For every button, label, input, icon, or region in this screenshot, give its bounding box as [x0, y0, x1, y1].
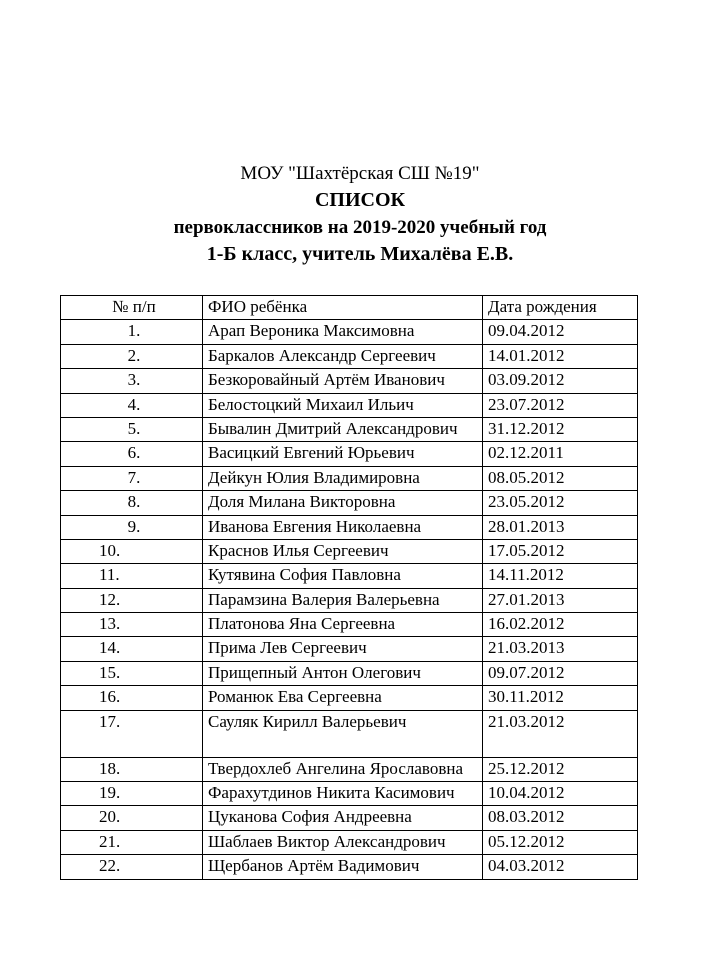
student-name: Фарахутдинов Никита Касимович	[203, 782, 483, 806]
document-title: СПИСОК	[314, 189, 406, 211]
student-name: Романюк Ева Сергеевна	[203, 686, 483, 710]
row-number: 6.	[61, 442, 203, 466]
birth-date: 14.11.2012	[483, 564, 638, 588]
table-row	[61, 393, 638, 417]
table-row	[61, 491, 638, 515]
row-number: 3.	[61, 369, 203, 393]
table-row	[61, 613, 638, 637]
birth-date: 23.05.2012	[483, 491, 638, 515]
table-row	[61, 710, 638, 757]
table-row	[61, 686, 638, 710]
student-name: Краснов Илья Сергеевич	[203, 539, 483, 563]
table-row	[61, 466, 638, 490]
table-row	[61, 515, 638, 539]
student-name: Васицкий Евгений Юрьевич	[203, 442, 483, 466]
table-row	[61, 344, 638, 368]
row-number: 12.	[61, 588, 203, 612]
table-row	[61, 855, 638, 879]
table-row	[61, 564, 638, 588]
table-row	[61, 830, 638, 854]
birth-date: 21.03.2013	[483, 637, 638, 661]
row-number: 17.	[61, 710, 203, 757]
row-number: 11.	[61, 564, 203, 588]
row-number: 22.	[61, 855, 203, 879]
class-info: 1-Б класс, учитель Михалёва Е.В.	[206, 243, 514, 265]
birth-date: 04.03.2012	[483, 855, 638, 879]
row-number: 9.	[61, 515, 203, 539]
student-name: Кутявина София Павловна	[203, 564, 483, 588]
table-row	[61, 661, 638, 685]
table-row	[61, 782, 638, 806]
student-name: Арап Вероника Максимовна	[203, 320, 483, 344]
student-name: Цуканова София Андреевна	[203, 806, 483, 830]
birth-date: 05.12.2012	[483, 830, 638, 854]
birth-date: 30.11.2012	[483, 686, 638, 710]
table-row	[61, 637, 638, 661]
table-row	[61, 320, 638, 344]
birth-date: 17.05.2012	[483, 539, 638, 563]
column-header-dob: Дата рождения	[483, 296, 638, 320]
birth-date: 21.03.2012	[483, 710, 638, 757]
table-row	[61, 539, 638, 563]
row-number: 18.	[61, 757, 203, 781]
student-name: Шаблаев Виктор Александрович	[203, 830, 483, 854]
document-subtitle: первоклассников на 2019-2020 учебный год	[173, 217, 547, 238]
student-name: Иванова Евгения Николаевна	[203, 515, 483, 539]
birth-date: 09.04.2012	[483, 320, 638, 344]
student-name: Прима Лев Сергеевич	[203, 637, 483, 661]
student-name: Парамзина Валерия Валерьевна	[203, 588, 483, 612]
birth-date: 31.12.2012	[483, 417, 638, 441]
student-name: Прищепный Антон Олегович	[203, 661, 483, 685]
row-number: 14.	[61, 637, 203, 661]
birth-date: 16.02.2012	[483, 613, 638, 637]
birth-date: 08.03.2012	[483, 806, 638, 830]
student-name: Белостоцкий Михаил Ильич	[203, 393, 483, 417]
table-header-row	[61, 296, 638, 320]
table-row	[61, 588, 638, 612]
column-header-number: № п/п	[61, 296, 203, 320]
birth-date: 10.04.2012	[483, 782, 638, 806]
table-row	[61, 806, 638, 830]
table-row	[61, 757, 638, 781]
row-number: 7.	[61, 466, 203, 490]
birth-date: 14.01.2012	[483, 344, 638, 368]
row-number: 21.	[61, 830, 203, 854]
student-name: Сауляк Кирилл Валерьевич	[203, 710, 483, 757]
school-name: МОУ "Шахтёрская СШ №19"	[240, 163, 480, 184]
table-row	[61, 369, 638, 393]
birth-date: 03.09.2012	[483, 369, 638, 393]
table-row	[61, 442, 638, 466]
row-number: 20.	[61, 806, 203, 830]
document-heading	[0, 160, 720, 268]
row-number: 16.	[61, 686, 203, 710]
row-number: 8.	[61, 491, 203, 515]
student-name: Щербанов Артём Вадимович	[203, 855, 483, 879]
row-number: 5.	[61, 417, 203, 441]
table-row	[61, 417, 638, 441]
student-name: Платонова Яна Сергеевна	[203, 613, 483, 637]
student-name: Дейкун Юлия Владимировна	[203, 466, 483, 490]
student-table	[60, 295, 638, 880]
birth-date: 08.05.2012	[483, 466, 638, 490]
row-number: 10.	[61, 539, 203, 563]
birth-date: 09.07.2012	[483, 661, 638, 685]
student-name: Твердохлеб Ангелина Ярославовна	[203, 757, 483, 781]
birth-date: 25.12.2012	[483, 757, 638, 781]
student-name: Бывалин Дмитрий Александрович	[203, 417, 483, 441]
birth-date: 02.12.2011	[483, 442, 638, 466]
student-name: Безкоровайный Артём Иванович	[203, 369, 483, 393]
row-number: 19.	[61, 782, 203, 806]
row-number: 1.	[61, 320, 203, 344]
birth-date: 23.07.2012	[483, 393, 638, 417]
column-header-name: ФИО ребёнка	[203, 296, 483, 320]
student-name: Доля Милана Викторовна	[203, 491, 483, 515]
birth-date: 28.01.2013	[483, 515, 638, 539]
birth-date: 27.01.2013	[483, 588, 638, 612]
row-number: 4.	[61, 393, 203, 417]
row-number: 15.	[61, 661, 203, 685]
row-number: 13.	[61, 613, 203, 637]
student-name: Баркалов Александр Сергеевич	[203, 344, 483, 368]
row-number: 2.	[61, 344, 203, 368]
